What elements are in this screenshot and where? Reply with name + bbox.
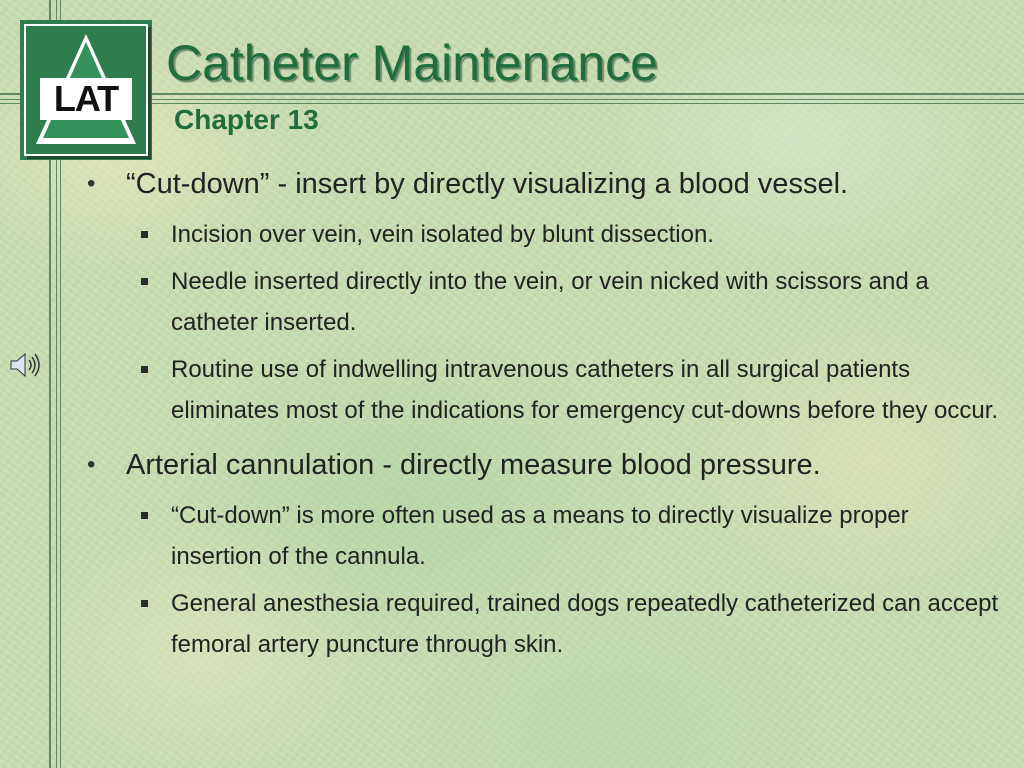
sub-bullet-item xyxy=(84,583,1004,665)
sub-bullet-text: Routine use of indwelling intravenous catheters in all surgical patients eliminates most of the indications for emergency cut-downs before they occur. xyxy=(171,356,999,424)
slide-title: Catheter Maintenance xyxy=(166,35,658,91)
lat-logo xyxy=(24,24,148,156)
bullet-dot-icon: • xyxy=(87,170,96,197)
square-bullet-icon xyxy=(141,512,148,519)
frame-line-horizontal xyxy=(0,93,1024,95)
bullet-dot-icon: • xyxy=(87,451,96,478)
bullet-text: Arterial cannulation - directly measure blood pressure. xyxy=(126,449,821,481)
square-bullet-icon xyxy=(141,231,148,238)
bullet-text: “Cut-down” - insert by directly visualizing a blood vessel. xyxy=(126,168,849,200)
bullet-item xyxy=(84,445,1004,485)
spacer xyxy=(84,437,1004,445)
square-bullet-icon xyxy=(141,366,148,373)
speaker-icon[interactable] xyxy=(8,350,44,380)
bullet-item xyxy=(84,164,1004,204)
sub-bullet-item xyxy=(84,349,1004,431)
sub-bullet-text: Needle inserted directly into the vein, or vein nicked with scissors and a catheter inserted. xyxy=(171,268,929,336)
square-bullet-icon xyxy=(141,278,148,285)
frame-line-horizontal xyxy=(0,99,1024,100)
sub-bullet-text: “Cut-down” is more often used as a means to directly visualize proper insertion of the cannula. xyxy=(171,502,909,570)
sub-bullet-item xyxy=(84,495,1004,577)
sub-bullet-item xyxy=(84,261,1004,343)
sub-bullet-text: General anesthesia required, trained dogs repeatedly catheterized can accept femoral artery puncture through skin. xyxy=(171,590,999,658)
logo-text: LAT xyxy=(53,78,119,119)
slide-subtitle: Chapter 13 xyxy=(174,104,319,135)
sub-bullet-text: Incision over vein, vein isolated by blunt dissection. xyxy=(171,221,714,248)
square-bullet-icon xyxy=(141,600,148,607)
slide-body xyxy=(84,164,1004,671)
speaker-glyph-icon xyxy=(8,350,44,380)
sub-bullet-item xyxy=(84,214,1004,255)
frame-line-horizontal xyxy=(0,103,1024,104)
